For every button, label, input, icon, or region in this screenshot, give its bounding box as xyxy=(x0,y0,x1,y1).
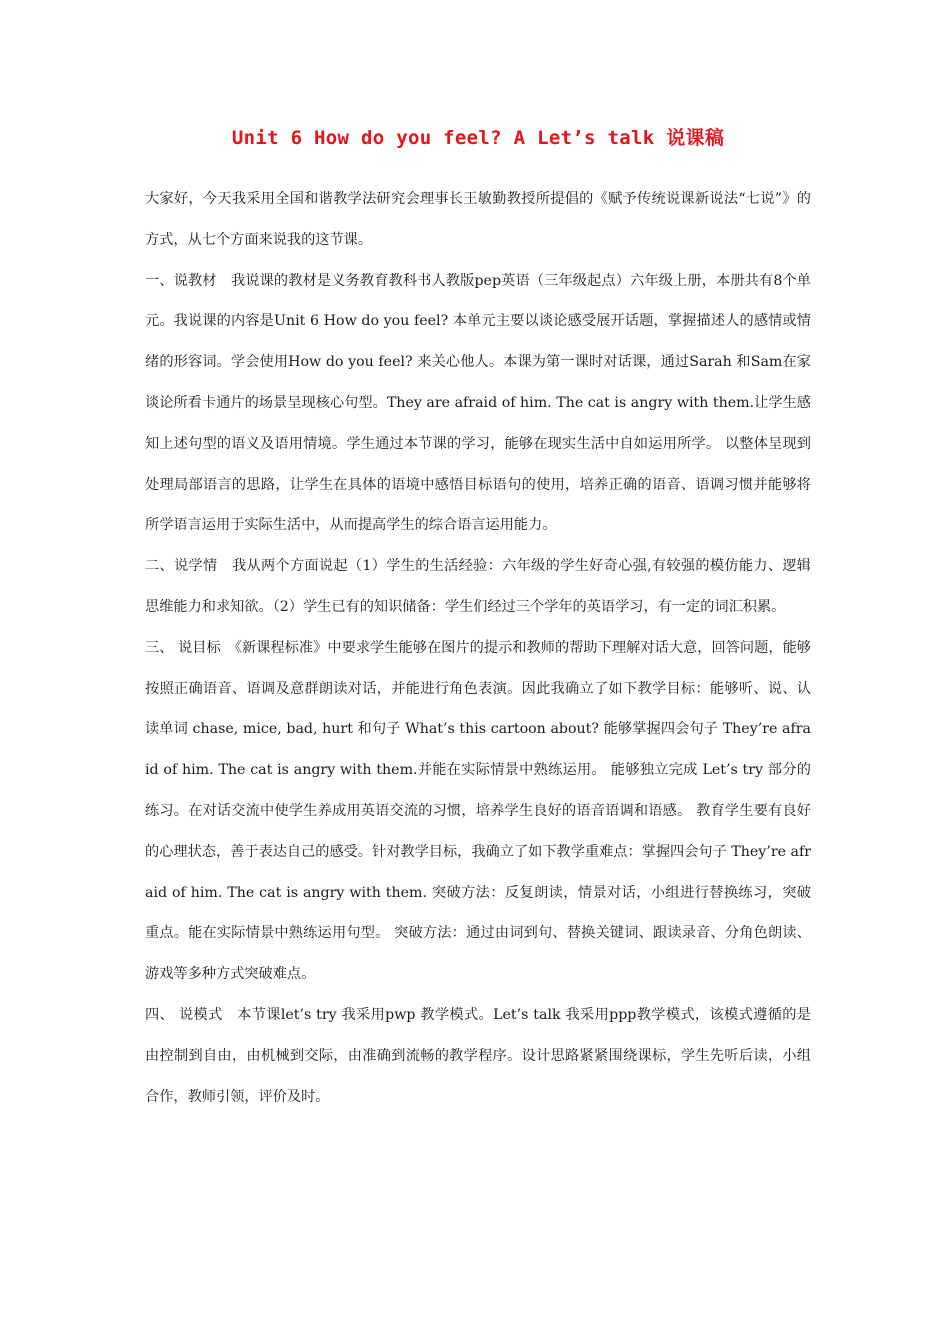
paragraph-objectives: 三、 说目标 《新课程标准》中要求学生能够在图片的提示和教师的帮助下理解对话大意，回答问题，能够按照正确语音、语调及意群朗读对话，并能进行角色表演。因此我确立了如下教学目标：能够听、说、认读单词 chase, mice, bad, hurt 和句子 What’s this cartoon about? 能够掌握四会句子 They’re afraid of him. The cat is angry with them.并能在实际情景中熟练运用。 能够独立完成 Let’s try 部分的练习。在对话交流中使学生养成用英语交流的习惯，培养学生良好的语音语调和语感。 教育学生要有良好的心理状态，善于表达自己的感受。针对教学目标，我确立了如下教学重难点：掌握四会句子 They’re afraid of him. The cat is angry with them. 突破方法：反复朗读，情景对话，小组进行替换练习，突破重点。能在实际情景中熟练运用句型。 突破方法：通过由词到句、替换关键词、跟读录音、分角色朗读、游戏等多种方式突破难点。 xyxy=(145,639,811,983)
paragraph-intro: 大家好，今天我采用全国和谐教学法研究会理事长王敏勤教授所提倡的《赋予传统说课新说法“七说”》的方式，从七个方面来说我的这节课。 xyxy=(145,191,811,248)
paragraph-students: 二、说学情 我从两个方面说起（1）学生的生活经验：六年级的学生好奇心强,有较强的模仿能力、逻辑思维能力和求知欲。（2）学生已有的知识储备：学生们经过三个学年的英语学习，有一定的词汇积累。 xyxy=(145,558,811,615)
document-title: Unit 6 How do you feel? A Let’s talk 说课稿 xyxy=(231,127,725,149)
paragraph-model: 四、 说模式 本节课let’s try 我采用pwp 教学模式。Let’s talk 我采用ppp教学模式，该模式遵循的是由控制到自由，由机械到交际，由准确到流畅的教学程序。设计思路紧紧围绕课标，学生先听后读，小组合作，教师引领，评价及时。 xyxy=(145,1006,811,1105)
document-body xyxy=(145,179,811,1117)
document-page xyxy=(145,118,811,1117)
paragraph-textbook: 一、说教材 我说课的教材是义务教育教科书人教版pep英语（三年级起点）六年级上册，本册共有8个单元。我说课的内容是Unit 6 How do you feel? 本单元主要以谈论感受展开话题，掌握描述人的感情或情绪的形容词。学会使用How do you feel? 来关心他人。本课为第一课时对话课，通过Sarah 和Sam在家谈论所看卡通片的场景呈现核心句型。They are afraid of him. The cat is angry with them.让学生感知上述句型的语义及语用情境。学生通过本节课的学习，能够在现实生活中自如运用所学。 以整体呈现到处理局部语言的思路，让学生在具体的语境中感悟目标语句的使用，培养正确的语音、语调习惯并能够将所学语言运用于实际生活中，从而提高学生的综合语言运用能力。 xyxy=(145,272,811,534)
